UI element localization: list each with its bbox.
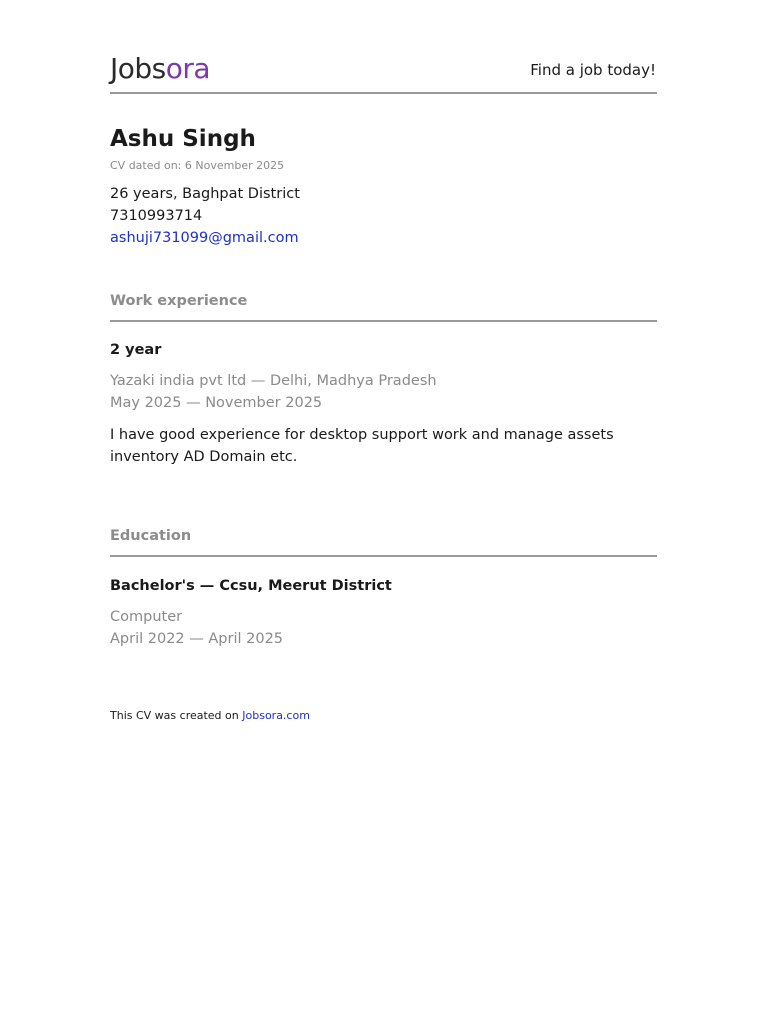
email-link[interactable]: ashuji731099@gmail.com (110, 230, 299, 246)
work-description: I have good experience for desktop support work and manage assets inventory AD Domain etc. (110, 427, 614, 465)
cv-date: CV dated on: 6 November 2025 (110, 159, 285, 172)
work-experience-heading: Work experience (110, 292, 657, 322)
education-heading: Education (110, 527, 657, 557)
work-entry-title: 2 year (110, 342, 162, 358)
jobsora-logo[interactable] (110, 52, 210, 86)
logo-text-part2: ora (165, 52, 211, 85)
footer-link[interactable]: Jobsora.com (242, 709, 310, 722)
candidate-name: Ashu Singh (110, 126, 256, 152)
footer-text: This CV was created on (110, 709, 243, 722)
work-period: May 2025 — November 2025 (110, 395, 323, 411)
education-entry-title: Bachelor's — Ccsu, Meerut District (110, 578, 392, 594)
work-company-location: Yazaki india pvt ltd — Delhi, Madhya Pradesh (110, 373, 437, 389)
phone-number: 7310993714 (110, 208, 203, 224)
education-field: Computer (110, 609, 183, 625)
footer-note (110, 709, 310, 723)
header (110, 50, 657, 94)
education-period: April 2022 — April 2025 (110, 631, 284, 647)
header-tagline: Find a job today! (530, 61, 656, 79)
logo-text-part1: Jobs (110, 52, 166, 85)
age-location: 26 years, Baghpat District (110, 186, 300, 202)
